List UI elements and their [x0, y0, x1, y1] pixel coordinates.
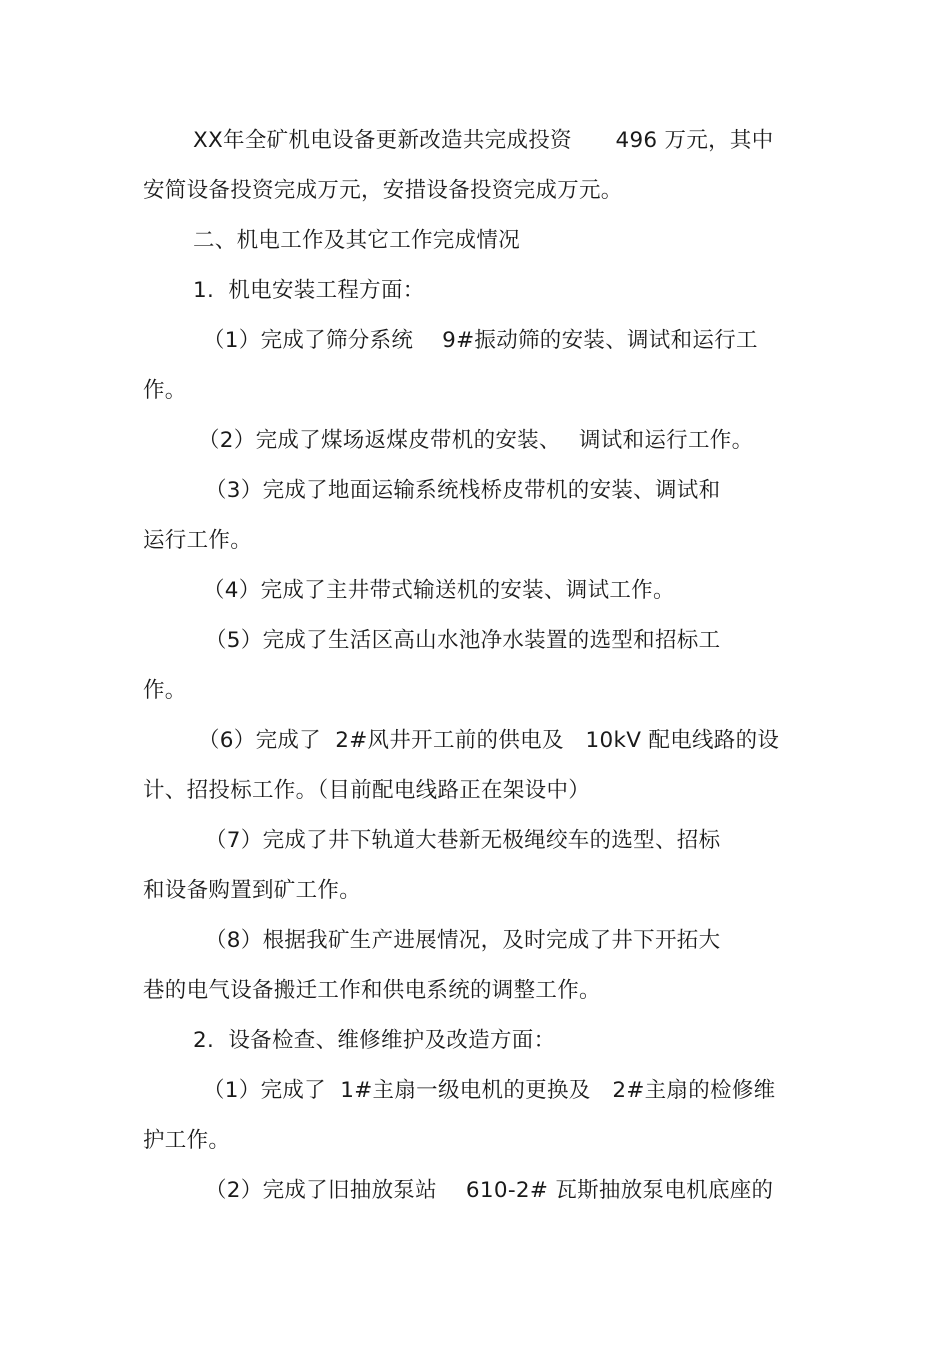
list-item-continuation: 计、招投标工作。（目前配电线路正在架设中）	[143, 778, 591, 803]
paragraph-line: 安简设备投资完成万元，安措设备投资完成万元。	[143, 178, 623, 203]
list-item: （2）完成了旧抽放泵站 610-2# 瓦斯抽放泵电机底座的	[205, 1178, 774, 1203]
subsection-heading: 1. 机电安装工程方面：	[193, 278, 425, 303]
subsection-heading: 2. 设备检查、维修维护及改造方面：	[193, 1028, 556, 1053]
list-item: （4）完成了主井带式输送机的安装、调试工作。	[203, 578, 675, 603]
list-item-continuation: 护工作。	[143, 1128, 231, 1153]
list-item: （1）完成了 1#主扇一级电机的更换及 2#主扇的检修维	[203, 1078, 776, 1103]
list-item: （2）完成了煤场返煤皮带机的安装、 调试和运行工作。	[198, 428, 754, 453]
list-item-continuation: 作。	[143, 378, 187, 403]
list-item: （3）完成了地面运输系统栈桥皮带机的安装、调试和	[205, 478, 721, 503]
list-item: （5）完成了生活区高山水池净水装置的选型和招标工	[205, 628, 721, 653]
list-item-continuation: 运行工作。	[143, 528, 253, 553]
list-item-continuation: 和设备购置到矿工作。	[143, 878, 362, 903]
section-heading: 二、机电工作及其它工作完成情况	[193, 228, 521, 253]
list-item: （6）完成了 2#风井开工前的供电及 10kV 配电线路的设	[198, 728, 780, 753]
list-item: （8）根据我矿生产进展情况，及时完成了井下开拓大	[205, 928, 721, 953]
list-item: （7）完成了井下轨道大巷新无极绳绞车的选型、招标	[205, 828, 721, 853]
list-item-continuation: 巷的电气设备搬迁工作和供电系统的调整工作。	[143, 978, 601, 1003]
paragraph-line: XX年全矿机电设备更新改造共完成投资 496 万元，其中	[193, 128, 774, 153]
list-item: （1）完成了筛分系统 9#振动筛的安装、调试和运行工	[203, 328, 758, 353]
list-item-continuation: 作。	[143, 678, 187, 703]
